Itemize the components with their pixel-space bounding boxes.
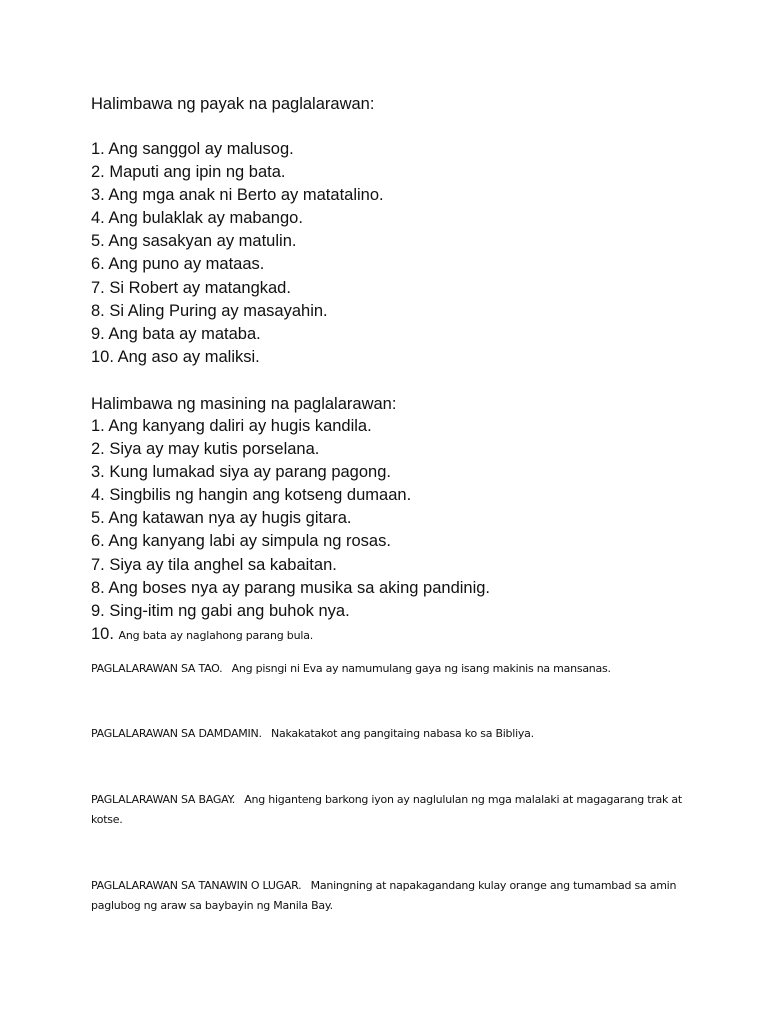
list-item: 8. Ang boses nya ay parang musika sa aking pandinig. <box>91 578 491 597</box>
list-item: 3. Kung lumakad siya ay parang pagong. <box>91 463 391 482</box>
list-item: 9. Ang bata ay mataba. <box>91 324 261 343</box>
list-item: 7. Siya ay tila anghel sa kabaitan. <box>91 555 337 574</box>
list-item: 10. Ang aso ay maliksi. <box>91 347 260 366</box>
paragraph-text: Ang pisngi ni Eva ay namumulang gaya ng isang makinis na mansanas. <box>231 662 611 675</box>
masining-list <box>91 415 490 647</box>
list-item: 5. Ang katawan nya ay hugis gitara. <box>91 509 352 528</box>
list-item: 8. Si Aling Puring ay masayahin. <box>91 301 328 320</box>
list-item: 2. Maputi ang ipin ng bata. <box>91 163 286 182</box>
paragraph-label: PAGLALARAWAN SA TANAWIN O LUGAR. <box>91 879 302 892</box>
paragraph-tanawin <box>91 876 691 916</box>
paragraph-text: Ang higanteng barkong iyon ay naglululan ng mga malalaki at magagarang trak at kotse. <box>91 793 682 826</box>
list-item: 1. Ang kanyang daliri ay hugis kandila. <box>91 417 372 435</box>
list-item: 9. Sing-itim ng gabi ang buhok nya. <box>91 601 350 620</box>
list-item-number: 10. <box>91 624 114 643</box>
list-item: 6. Ang puno ay mataas. <box>91 255 265 274</box>
list-item: 2. Siya ay may kutis porselana. <box>91 440 320 459</box>
paragraph-text: Maningning at napakagandang kulay orange ang tumambad sa amin paglubog ng araw sa baybayin ng Manila Bay. <box>91 879 677 912</box>
list-item: 3. Ang mga anak ni Berto ay matatalino. <box>91 186 384 205</box>
paragraph-tao <box>91 659 691 679</box>
paragraph-text: Nakakatakot ang pangitaing nabasa ko sa Bibliya. <box>271 727 534 740</box>
list-item: 1. Ang sanggol ay malusog. <box>91 140 294 158</box>
list-item: 4. Ang bulaklak ay mabango. <box>91 209 303 228</box>
list-item-text: Ang bata ay naglahong parang bula. <box>118 628 314 642</box>
section1-heading: Halimbawa ng payak na paglalarawan: <box>91 95 375 113</box>
list-item: 5. Ang sasakyan ay matulin. <box>91 232 297 251</box>
list-item: 4. Singbilis ng hangin ang kotseng dumaan. <box>91 486 412 505</box>
list-item <box>91 623 490 647</box>
payak-list <box>91 138 384 369</box>
paragraph-bagay <box>91 790 691 830</box>
paragraph-label: PAGLALARAWAN SA TAO. <box>91 662 223 675</box>
section2-heading: Halimbawa ng masining na paglalarawan: <box>91 395 397 413</box>
paragraph-label: PAGLALARAWAN SA BAGAY. <box>91 793 236 806</box>
paragraph-damdamin <box>91 724 691 744</box>
list-item: 7. Si Robert ay matangkad. <box>91 278 291 297</box>
paragraph-label: PAGLALARAWAN SA DAMDAMIN. <box>91 727 262 740</box>
list-item: 6. Ang kanyang labi ay simpula ng rosas. <box>91 532 391 551</box>
